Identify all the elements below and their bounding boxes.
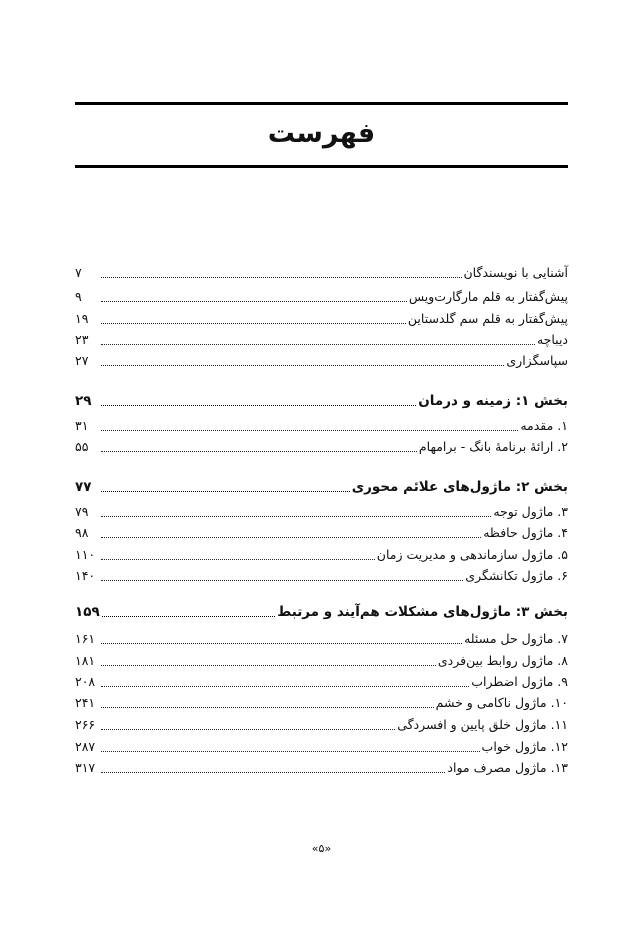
toc-entry-label: ۴. ماژول حافظه <box>483 525 568 540</box>
toc-entry[interactable] <box>75 714 568 734</box>
toc-entry[interactable] <box>75 565 568 585</box>
leader-dots <box>102 616 276 617</box>
leader-dots <box>101 451 417 452</box>
toc-entry[interactable] <box>75 544 568 564</box>
toc-entry[interactable] <box>75 736 568 756</box>
toc-entry[interactable] <box>75 522 568 542</box>
leader-dots <box>101 344 535 345</box>
toc-entry-label: ۱. مقدمه <box>520 418 568 433</box>
leader-dots <box>101 707 434 708</box>
toc-entry[interactable] <box>75 757 568 777</box>
toc-entry-page: ۷۹ <box>75 504 89 519</box>
toc-entry[interactable] <box>75 671 568 691</box>
toc-entry[interactable] <box>75 501 568 521</box>
leader-dots <box>101 516 491 517</box>
toc-entry-page: ۳۱ <box>75 418 89 433</box>
toc-entry-page: ۲۰۸ <box>75 674 96 689</box>
toc-entry-page: ۱۴۰ <box>75 568 96 583</box>
toc-entry-label: ۱۱. ماژول خلق پایین و افسردگی <box>397 717 568 732</box>
toc-entry-label: ۱۳. ماژول مصرف مواد <box>447 760 568 775</box>
toc-entry-label: آشنایی با نویسندگان <box>463 265 568 280</box>
toc-entry-label: ۱۲. ماژول خواب <box>481 739 568 754</box>
toc-entry-page: ۹۸ <box>75 525 89 540</box>
toc-entry[interactable] <box>75 415 568 435</box>
toc-entry-label: ۹. ماژول اضطراب <box>471 674 568 689</box>
leader-dots <box>101 277 462 278</box>
toc-part-label: بخش ۱: زمینه و درمان <box>418 393 568 409</box>
page-number: «۵» <box>311 842 332 855</box>
toc-entry[interactable] <box>75 329 568 349</box>
toc-entry-label: ۳. ماژول توجه <box>493 504 568 519</box>
leader-dots <box>101 751 480 752</box>
toc-entry-page: ۱۶۱ <box>75 631 96 646</box>
toc-entry-label: ۷. ماژول حل مسئله <box>464 631 568 646</box>
toc-entry[interactable] <box>75 628 568 648</box>
leader-dots <box>101 430 518 431</box>
leader-dots <box>101 491 350 492</box>
toc-entry[interactable] <box>75 286 568 306</box>
leader-dots <box>101 323 406 324</box>
toc-entry-label: پیش‌گفتار به قلم سم گلدستاین <box>407 311 568 326</box>
toc-entry-page: ۲۷ <box>75 353 89 368</box>
toc-entry-page: ۱۱۰ <box>75 547 96 562</box>
leader-dots <box>101 405 416 406</box>
toc-entry[interactable] <box>75 308 568 328</box>
toc-entry-page: ۷ <box>75 265 82 280</box>
leader-dots <box>101 729 395 730</box>
toc-entry-page: ۲۸۷ <box>75 739 96 754</box>
toc-entry[interactable] <box>75 436 568 456</box>
toc-entry-label: ۱۰. ماژول ناکامی و خشم <box>435 695 568 710</box>
toc-entry-page: ۲۶۶ <box>75 717 96 732</box>
toc-part-label: بخش ۳: ماژول‌های مشکلات هم‌آیند و مرتبط <box>277 604 568 620</box>
leader-dots <box>101 772 445 773</box>
leader-dots <box>101 665 436 666</box>
leader-dots <box>101 643 462 644</box>
toc-entry-label: ۵. ماژول سازماندهی و مدیریت زمان <box>376 547 568 562</box>
top-rule <box>75 102 568 105</box>
leader-dots <box>101 365 504 366</box>
toc-entry-page: ۲۳ <box>75 332 89 347</box>
toc-entry[interactable] <box>75 650 568 670</box>
leader-dots <box>101 559 375 560</box>
toc-part-heading[interactable] <box>75 601 568 621</box>
leader-dots <box>101 580 463 581</box>
leader-dots <box>101 301 407 302</box>
bottom-rule <box>75 165 568 168</box>
toc-entry-label: پیش‌گفتار به قلم مارگارت‌ویس <box>408 289 568 304</box>
toc-entry-label: دیباچه <box>536 332 568 347</box>
toc-part-label: بخش ۲: ماژول‌های علائم محوری <box>351 479 568 495</box>
toc-entry-page: ۲۴۱ <box>75 695 96 710</box>
toc-entry-page: ۳۱۷ <box>75 760 96 775</box>
toc-entry-label: ۲. ارائهٔ برنامهٔ بانگ - برامهام <box>418 439 568 454</box>
toc-part-heading[interactable] <box>75 390 568 410</box>
toc-part-page: ۷۷ <box>75 479 92 495</box>
leader-dots <box>101 686 469 687</box>
toc-entry-page: ۹ <box>75 289 82 304</box>
toc-entry-label: ۸. ماژول روابط بین‌فردی <box>437 653 568 668</box>
toc-part-page: ۲۹ <box>75 393 92 409</box>
toc-entry[interactable] <box>75 262 568 282</box>
toc-entry-page: ۵۵ <box>75 439 89 454</box>
leader-dots <box>101 537 481 538</box>
toc-entry-label: ۶. ماژول تکانشگری <box>465 568 568 583</box>
toc-part-page: ۱۵۹ <box>75 604 100 620</box>
toc-entry-label: سپاسگزاری <box>506 353 568 368</box>
toc-entry[interactable] <box>75 350 568 370</box>
toc-entry-page: ۱۸۱ <box>75 653 96 668</box>
toc-entry[interactable] <box>75 692 568 712</box>
toc-part-heading[interactable] <box>75 476 568 496</box>
toc-entry-page: ۱۹ <box>75 311 89 326</box>
page-title: فهرست <box>267 118 376 149</box>
